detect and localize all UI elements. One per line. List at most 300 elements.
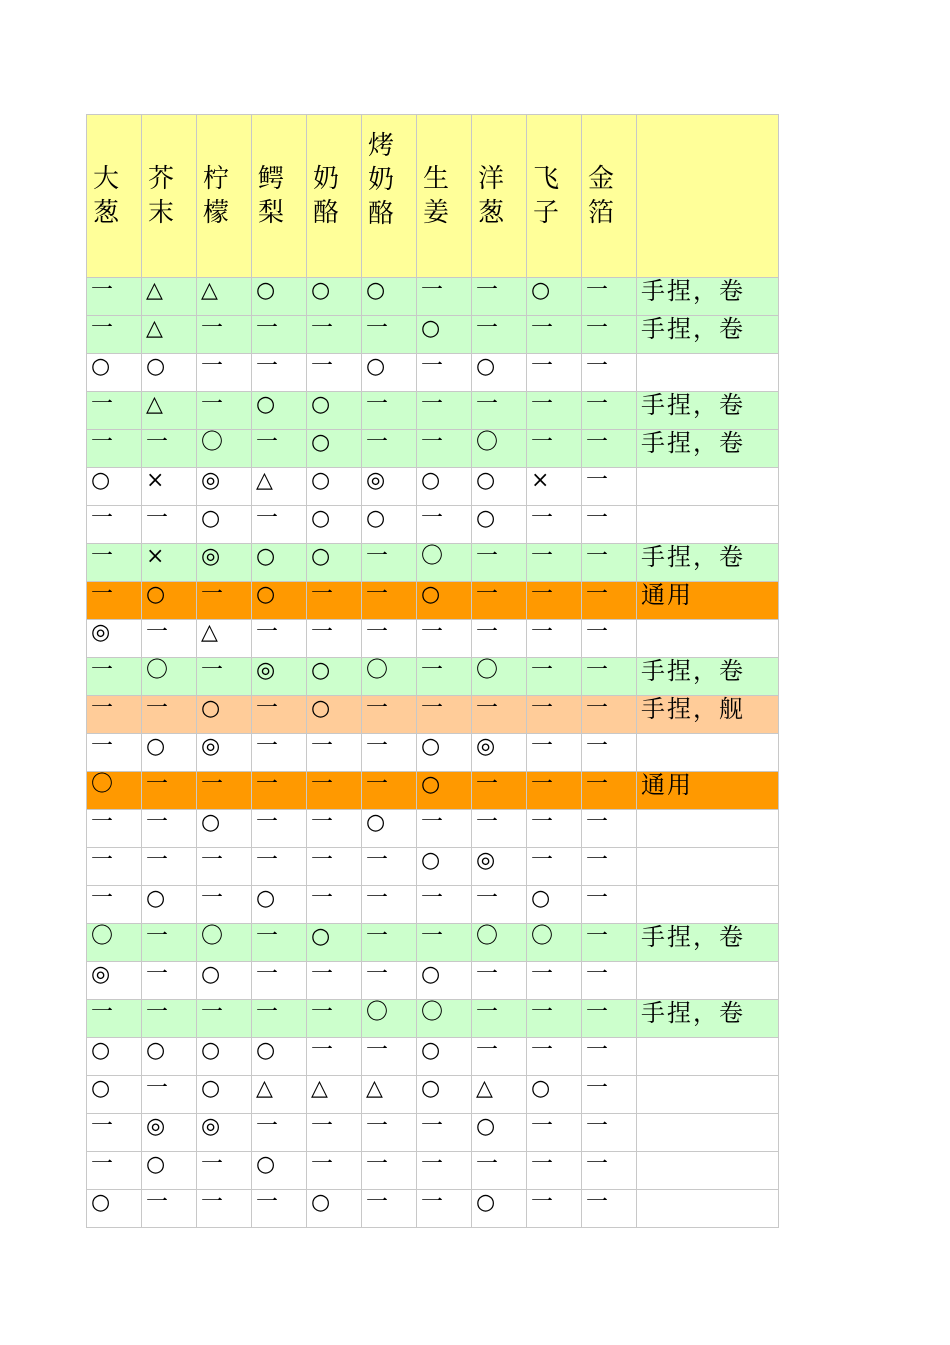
mark-cell: 一	[142, 430, 197, 468]
usage-note-cell	[637, 1076, 779, 1114]
mark-cell: ○	[87, 1038, 142, 1076]
mark-cell: ○	[527, 1076, 582, 1114]
mark-cell: 一	[362, 582, 417, 620]
mark-cell: ○	[307, 924, 362, 962]
mark-cell: 一	[87, 392, 142, 430]
mark-cell: 一	[362, 1114, 417, 1152]
mark-cell: 一	[87, 658, 142, 696]
mark-cell: △	[142, 278, 197, 316]
mark-cell: 一	[252, 962, 307, 1000]
mark-cell: 一	[142, 962, 197, 1000]
mark-cell: ○	[252, 392, 307, 430]
mark-cell: ○	[472, 506, 527, 544]
mark-cell: 一	[307, 962, 362, 1000]
mark-cell: 一	[417, 506, 472, 544]
mark-cell: 一	[582, 1076, 637, 1114]
mark-cell: 一	[527, 1000, 582, 1038]
mark-cell: 一	[197, 886, 252, 924]
mark-cell: 一	[87, 810, 142, 848]
table-row	[87, 1190, 779, 1228]
mark-cell: 〇	[87, 924, 142, 962]
mark-cell: 一	[362, 924, 417, 962]
mark-cell: ◎	[197, 468, 252, 506]
mark-cell: 一	[582, 734, 637, 772]
mark-cell: ○	[252, 1152, 307, 1190]
mark-cell: 一	[527, 848, 582, 886]
mark-cell: 一	[87, 1114, 142, 1152]
mark-cell: 一	[197, 772, 252, 810]
mark-cell: 一	[252, 696, 307, 734]
mark-cell: 一	[362, 848, 417, 886]
mark-cell: 一	[417, 924, 472, 962]
mark-cell: 一	[417, 696, 472, 734]
mark-cell: 一	[252, 924, 307, 962]
mark-cell: 一	[142, 620, 197, 658]
mark-cell: 一	[307, 1152, 362, 1190]
mark-cell: ○	[142, 582, 197, 620]
table-row	[87, 582, 779, 620]
mark-cell: 一	[472, 582, 527, 620]
header-row	[87, 115, 779, 278]
mark-cell: 一	[527, 430, 582, 468]
mark-cell: 一	[142, 696, 197, 734]
mark-cell: △	[252, 468, 307, 506]
mark-cell: 一	[142, 848, 197, 886]
mark-cell: 〇	[197, 924, 252, 962]
mark-cell: 〇	[142, 658, 197, 696]
usage-note-cell: 手捏，卷	[637, 658, 779, 696]
mark-cell: 一	[197, 1152, 252, 1190]
mark-cell: ○	[252, 544, 307, 582]
table-row	[87, 924, 779, 962]
mark-cell: 一	[362, 962, 417, 1000]
mark-cell: △	[252, 1076, 307, 1114]
mark-cell: ○	[142, 886, 197, 924]
mark-cell: 一	[197, 1000, 252, 1038]
mark-cell: ○	[472, 468, 527, 506]
mark-cell: 一	[197, 392, 252, 430]
mark-cell: 一	[252, 354, 307, 392]
table-row	[87, 962, 779, 1000]
table-row	[87, 620, 779, 658]
mark-cell: ○	[87, 1076, 142, 1114]
mark-cell: 一	[362, 620, 417, 658]
header-cell: 奶酪	[307, 115, 362, 278]
mark-cell: ○	[87, 354, 142, 392]
mark-cell: 一	[582, 962, 637, 1000]
mark-cell: ◎	[197, 1114, 252, 1152]
mark-cell: 一	[527, 620, 582, 658]
mark-cell: 一	[472, 772, 527, 810]
usage-note-cell	[637, 962, 779, 1000]
mark-cell: 〇	[527, 924, 582, 962]
mark-cell: 一	[362, 1190, 417, 1228]
mark-cell: 一	[197, 354, 252, 392]
table-row	[87, 430, 779, 468]
mark-cell: ○	[87, 1190, 142, 1228]
mark-cell: ○	[362, 278, 417, 316]
mark-cell: 一	[362, 886, 417, 924]
usage-note-cell	[637, 506, 779, 544]
mark-cell: ○	[307, 1190, 362, 1228]
mark-cell: 一	[142, 810, 197, 848]
mark-cell: 一	[417, 354, 472, 392]
mark-cell: ◎	[197, 734, 252, 772]
mark-cell: 一	[197, 848, 252, 886]
mark-cell: 一	[527, 1190, 582, 1228]
mark-cell: 一	[472, 696, 527, 734]
mark-cell: 一	[362, 544, 417, 582]
mark-cell: 一	[582, 1152, 637, 1190]
mark-cell: 一	[87, 696, 142, 734]
mark-cell: 一	[527, 506, 582, 544]
mark-cell: ◎	[472, 734, 527, 772]
mark-cell: ○	[252, 886, 307, 924]
mark-cell: 一	[472, 1000, 527, 1038]
table-row	[87, 886, 779, 924]
mark-cell: 一	[87, 734, 142, 772]
mark-cell: 〇	[417, 1000, 472, 1038]
usage-note-cell: 手捏，卷	[637, 278, 779, 316]
mark-cell: △	[197, 620, 252, 658]
mark-cell: 一	[527, 810, 582, 848]
usage-note-cell: 手捏，卷	[637, 316, 779, 354]
mark-cell: 一	[417, 430, 472, 468]
mark-cell: ○	[307, 696, 362, 734]
mark-cell: 一	[252, 1190, 307, 1228]
mark-cell: △	[142, 392, 197, 430]
mark-cell: 一	[142, 506, 197, 544]
mark-cell: ○	[142, 734, 197, 772]
table-row	[87, 316, 779, 354]
usage-note-cell: 通用	[637, 772, 779, 810]
mark-cell: 一	[582, 1038, 637, 1076]
mark-cell: 一	[252, 620, 307, 658]
mark-cell: 一	[87, 316, 142, 354]
mark-cell: 一	[582, 848, 637, 886]
mark-cell: ○	[252, 278, 307, 316]
mark-cell: 一	[307, 582, 362, 620]
mark-cell: 一	[362, 1152, 417, 1190]
table-row	[87, 696, 779, 734]
mark-cell: 一	[362, 696, 417, 734]
mark-cell: 一	[252, 506, 307, 544]
mark-cell: ○	[142, 1152, 197, 1190]
usage-note-cell	[637, 886, 779, 924]
mark-cell: 一	[527, 1152, 582, 1190]
mark-cell: ○	[307, 544, 362, 582]
mark-cell: ○	[362, 506, 417, 544]
mark-cell: 一	[307, 620, 362, 658]
mark-cell: 一	[582, 316, 637, 354]
header-cell: 生姜	[417, 115, 472, 278]
mark-cell: 〇	[362, 1000, 417, 1038]
mark-cell: 一	[527, 696, 582, 734]
mark-cell: ○	[417, 772, 472, 810]
mark-cell: ○	[417, 582, 472, 620]
mark-cell: 一	[582, 696, 637, 734]
usage-note-cell	[637, 1114, 779, 1152]
mark-cell: 一	[142, 1190, 197, 1228]
mark-cell: 〇	[417, 544, 472, 582]
mark-cell: △	[362, 1076, 417, 1114]
mark-cell: 一	[582, 1190, 637, 1228]
mark-cell: 一	[472, 886, 527, 924]
table-row	[87, 1114, 779, 1152]
usage-note-cell	[637, 810, 779, 848]
mark-cell: 一	[252, 316, 307, 354]
mark-cell: 一	[307, 772, 362, 810]
mark-cell: 一	[252, 810, 307, 848]
mark-cell: 一	[417, 886, 472, 924]
mark-cell: ◎	[87, 962, 142, 1000]
header-cell-note	[637, 115, 779, 278]
mark-cell: 一	[527, 544, 582, 582]
usage-note-cell	[637, 1190, 779, 1228]
mark-cell: ○	[417, 316, 472, 354]
table-row	[87, 392, 779, 430]
mark-cell: 一	[582, 620, 637, 658]
mark-cell: 一	[307, 848, 362, 886]
mark-cell: 一	[362, 430, 417, 468]
table-row	[87, 354, 779, 392]
table-row	[87, 1038, 779, 1076]
usage-note-cell: 手捏，卷	[637, 1000, 779, 1038]
mark-cell: ○	[472, 354, 527, 392]
table-row	[87, 848, 779, 886]
mark-cell: 〇	[197, 430, 252, 468]
mark-cell: ○	[307, 506, 362, 544]
mark-cell: △	[197, 278, 252, 316]
mark-cell: 一	[527, 772, 582, 810]
mark-cell: 〇	[472, 430, 527, 468]
mark-cell: 一	[87, 582, 142, 620]
mark-cell: ○	[197, 696, 252, 734]
table-row	[87, 1076, 779, 1114]
mark-cell: 一	[417, 1190, 472, 1228]
table-row	[87, 772, 779, 810]
mark-cell: 一	[527, 392, 582, 430]
usage-note-cell: 手捏，舰	[637, 696, 779, 734]
mark-cell: ○	[197, 1076, 252, 1114]
mark-cell: 一	[142, 772, 197, 810]
table-row	[87, 810, 779, 848]
ingredient-compatibility-table	[86, 114, 779, 1228]
mark-cell: ○	[417, 734, 472, 772]
mark-cell: 一	[527, 316, 582, 354]
mark-cell: 一	[582, 506, 637, 544]
mark-cell: 〇	[362, 658, 417, 696]
mark-cell: ○	[307, 658, 362, 696]
mark-cell: 一	[582, 1000, 637, 1038]
mark-cell: 一	[362, 734, 417, 772]
mark-cell: 一	[417, 658, 472, 696]
mark-cell: 一	[87, 886, 142, 924]
mark-cell: ◎	[252, 658, 307, 696]
mark-cell: 一	[582, 658, 637, 696]
header-cell: 金箔	[582, 115, 637, 278]
mark-cell: ○	[197, 1038, 252, 1076]
table-row	[87, 544, 779, 582]
mark-cell: ×	[527, 468, 582, 506]
header-cell: 鳄梨	[252, 115, 307, 278]
usage-note-cell: 手捏，卷	[637, 924, 779, 962]
mark-cell: 一	[582, 354, 637, 392]
mark-cell: 一	[197, 582, 252, 620]
mark-cell: ○	[417, 1076, 472, 1114]
mark-cell: ○	[307, 430, 362, 468]
mark-cell: 一	[527, 962, 582, 1000]
mark-cell: 一	[307, 810, 362, 848]
mark-cell: 一	[417, 620, 472, 658]
usage-note-cell: 手捏，卷	[637, 544, 779, 582]
mark-cell: 一	[362, 772, 417, 810]
table-row	[87, 506, 779, 544]
mark-cell: 一	[197, 1190, 252, 1228]
mark-cell: 一	[582, 810, 637, 848]
mark-cell: ×	[142, 468, 197, 506]
mark-cell: 一	[582, 886, 637, 924]
mark-cell: 一	[142, 1076, 197, 1114]
mark-cell: 一	[527, 1038, 582, 1076]
mark-cell: 一	[87, 848, 142, 886]
mark-cell: 一	[197, 658, 252, 696]
header-cell: 洋葱	[472, 115, 527, 278]
mark-cell: ◎	[362, 468, 417, 506]
table-row	[87, 1152, 779, 1190]
mark-cell: 一	[527, 1114, 582, 1152]
mark-cell: 一	[472, 316, 527, 354]
mark-cell: 一	[472, 962, 527, 1000]
mark-cell: 一	[252, 734, 307, 772]
mark-cell: 一	[472, 544, 527, 582]
mark-cell: 一	[472, 620, 527, 658]
mark-cell: 一	[87, 544, 142, 582]
mark-cell: 一	[252, 1000, 307, 1038]
mark-cell: ○	[472, 1190, 527, 1228]
mark-cell: 一	[582, 544, 637, 582]
mark-cell: ○	[142, 354, 197, 392]
mark-cell: 一	[252, 772, 307, 810]
header-cell: 柠檬	[197, 115, 252, 278]
mark-cell: ○	[527, 886, 582, 924]
mark-cell: 一	[197, 316, 252, 354]
mark-cell: 一	[417, 1152, 472, 1190]
mark-cell: 一	[307, 354, 362, 392]
usage-note-cell	[637, 1038, 779, 1076]
mark-cell: ○	[197, 506, 252, 544]
header-cell: 烤奶酪	[362, 115, 417, 278]
mark-cell: 一	[472, 810, 527, 848]
mark-cell: 一	[417, 810, 472, 848]
header-cell: 大葱	[87, 115, 142, 278]
mark-cell: △	[307, 1076, 362, 1114]
usage-note-cell	[637, 1152, 779, 1190]
mark-cell: 一	[582, 278, 637, 316]
mark-cell: ○	[252, 1038, 307, 1076]
mark-cell: 一	[142, 1000, 197, 1038]
mark-cell: 一	[142, 924, 197, 962]
mark-cell: ○	[307, 278, 362, 316]
mark-cell: ○	[252, 582, 307, 620]
mark-cell: 一	[582, 772, 637, 810]
usage-note-cell	[637, 354, 779, 392]
mark-cell: 一	[87, 1000, 142, 1038]
mark-cell: 一	[252, 848, 307, 886]
table-row	[87, 1000, 779, 1038]
mark-cell: 一	[362, 392, 417, 430]
mark-cell: 一	[472, 1152, 527, 1190]
table-row	[87, 468, 779, 506]
mark-cell: 一	[307, 1000, 362, 1038]
mark-cell: ○	[417, 468, 472, 506]
mark-cell: ○	[472, 1114, 527, 1152]
mark-cell: 一	[307, 734, 362, 772]
mark-cell: ◎	[142, 1114, 197, 1152]
mark-cell: △	[472, 1076, 527, 1114]
mark-cell: 一	[417, 392, 472, 430]
mark-cell: ○	[307, 468, 362, 506]
mark-cell: ○	[197, 810, 252, 848]
table-row	[87, 278, 779, 316]
mark-cell: ◎	[472, 848, 527, 886]
mark-cell: ○	[362, 354, 417, 392]
mark-cell: 一	[527, 734, 582, 772]
mark-cell: 一	[472, 278, 527, 316]
mark-cell: 一	[87, 506, 142, 544]
mark-cell: ○	[417, 1038, 472, 1076]
mark-cell: 〇	[87, 772, 142, 810]
mark-cell: ○	[142, 1038, 197, 1076]
mark-cell: 一	[582, 430, 637, 468]
mark-cell: ○	[197, 962, 252, 1000]
mark-cell: 一	[362, 1038, 417, 1076]
mark-cell: 一	[87, 1152, 142, 1190]
usage-note-cell	[637, 620, 779, 658]
mark-cell: 一	[417, 1114, 472, 1152]
mark-cell: 一	[362, 316, 417, 354]
usage-note-cell: 手捏，卷	[637, 430, 779, 468]
mark-cell: ○	[362, 810, 417, 848]
usage-note-cell	[637, 468, 779, 506]
mark-cell: △	[142, 316, 197, 354]
mark-cell: 一	[417, 278, 472, 316]
mark-cell: ○	[87, 468, 142, 506]
mark-cell: 一	[307, 316, 362, 354]
mark-cell: 一	[582, 392, 637, 430]
mark-cell: 一	[87, 278, 142, 316]
mark-cell: ◎	[197, 544, 252, 582]
mark-cell: 一	[472, 1038, 527, 1076]
mark-cell: 一	[87, 430, 142, 468]
mark-cell: 一	[582, 582, 637, 620]
header-cell: 飞子	[527, 115, 582, 278]
mark-cell: 一	[307, 1114, 362, 1152]
mark-cell: ○	[417, 962, 472, 1000]
mark-cell: 一	[527, 582, 582, 620]
mark-cell: 一	[307, 886, 362, 924]
mark-cell: ○	[527, 278, 582, 316]
mark-cell: ○	[417, 848, 472, 886]
usage-note-cell	[637, 734, 779, 772]
usage-note-cell	[637, 848, 779, 886]
mark-cell: 〇	[472, 658, 527, 696]
mark-cell: ○	[307, 392, 362, 430]
mark-cell: 一	[472, 392, 527, 430]
mark-cell: 〇	[472, 924, 527, 962]
mark-cell: 一	[582, 468, 637, 506]
table-row	[87, 734, 779, 772]
